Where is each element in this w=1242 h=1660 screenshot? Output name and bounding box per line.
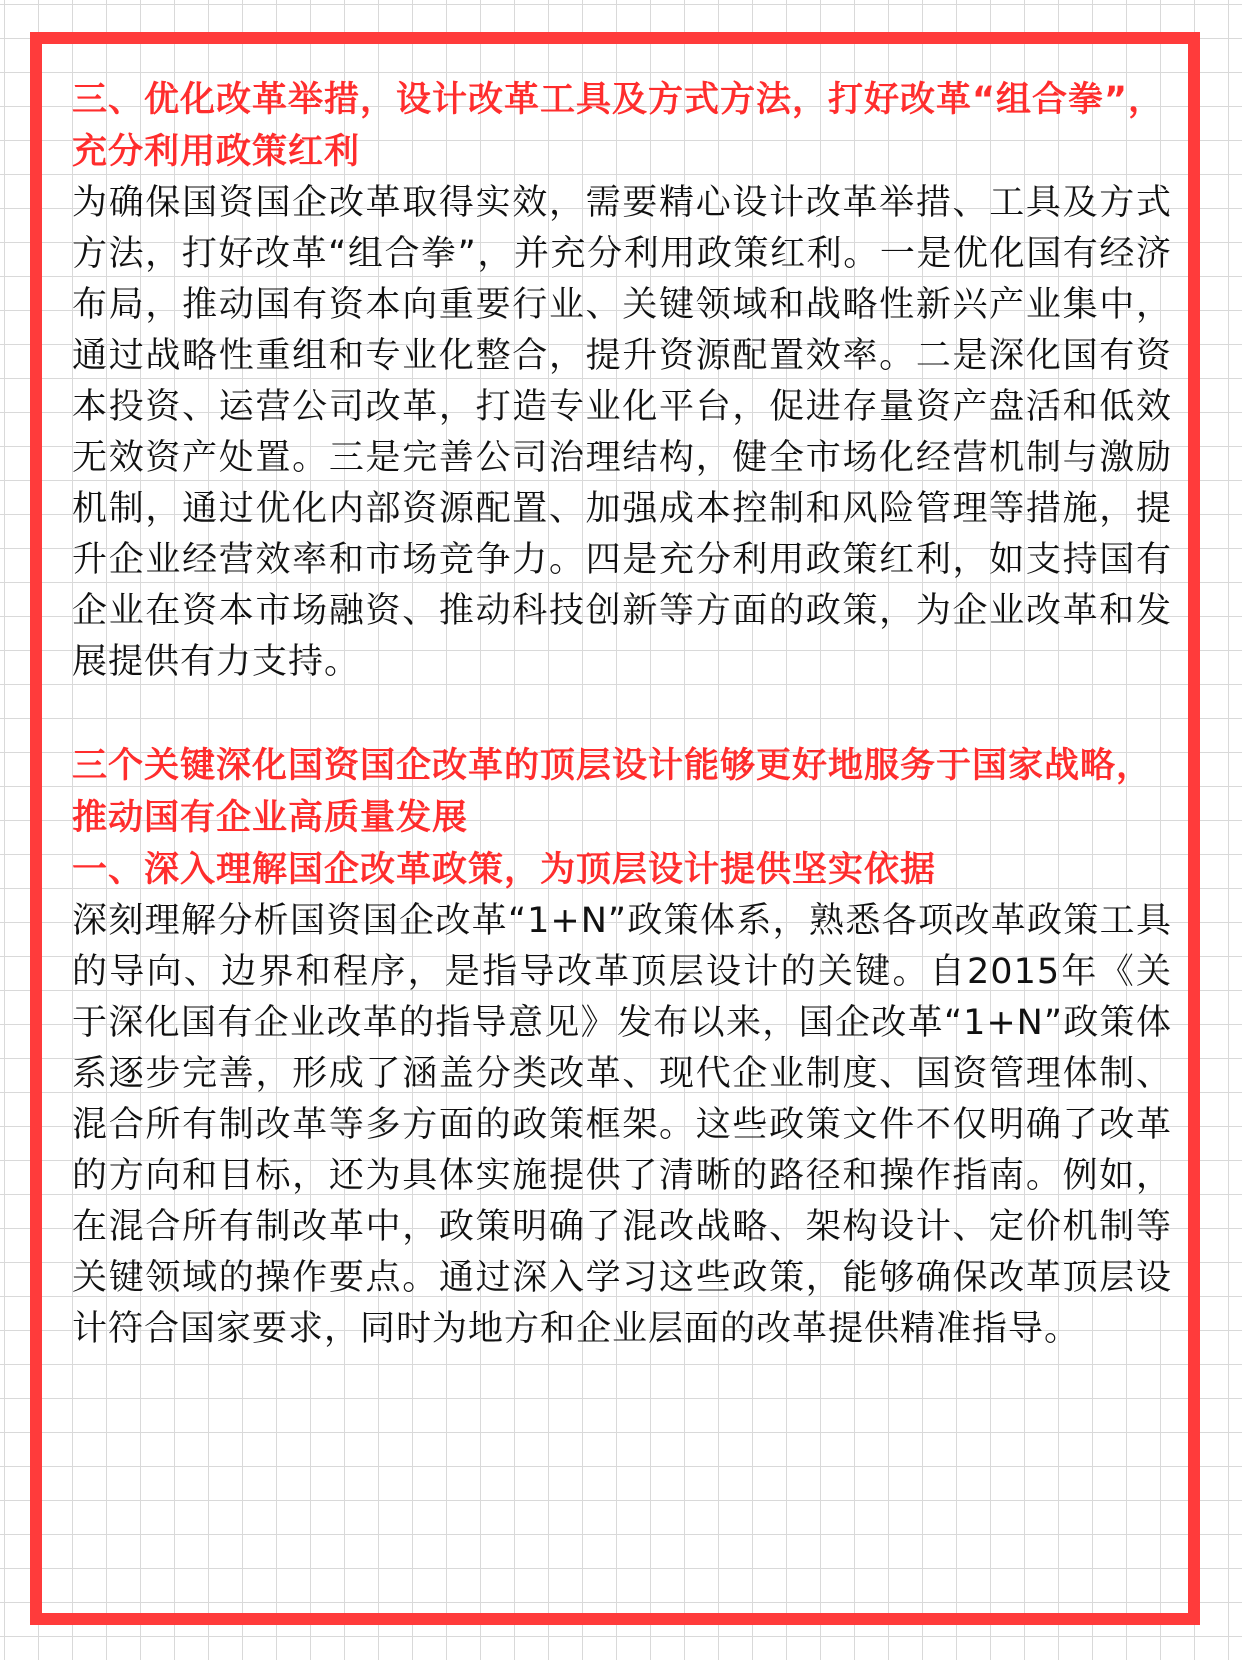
section-spacer [72, 688, 1172, 740]
section2-heading: 三个关键深化国资国企改革的顶层设计能够更好地服务于国家战略，推动国有企业高质量发展 [72, 746, 1153, 838]
document-content [72, 74, 1172, 1355]
section2-subheading: 一、深入理解国企改革政策，为顶层设计提供坚实依据 [72, 850, 937, 890]
section2-body: 深刻理解分析国资国企改革“1+N”政策体系，熟悉各项改革政策工具的导向、边界和程序，是指导改革顶层设计的关键。自2015年《关于深化国有企业改革的指导意见》发布以来，国企改革“1+N”政策体系逐步完善，形成了涵盖分类改革、现代企业制度、国资管理体制、混合所有制改革等多方面的政策框架。这些政策文件不仅明确了改革的方向和目标，还为具体实施提供了清晰的路径和操作指南。例如，在混合所有制改革中，政策明确了混改战略、架构设计、定价机制等关键领域的操作要点。通过深入学习这些政策，能够确保改革顶层设计符合国家要求，同时为地方和企业层面的改革提供精准指导。 [72, 901, 1172, 1349]
section1-body: 为确保国资国企改革取得实效，需要精心设计改革举措、工具及方式方法，打好改革“组合拳”，并充分利用政策红利。一是优化国有经济布局，推动国有资本向重要行业、关键领域和战略性新兴产业集中，通过战略性重组和专业化整合，提升资源配置效率。二是深化国有资本投资、运营公司改革，打造专业化平台，促进存量资产盘活和低效无效资产处置。三是完善公司治理结构，健全市场化经营机制与激励机制，通过优化内部资源配置、加强成本控制和风险管理等措施，提升企业经营效率和市场竞争力。四是充分利用政策红利，如支持国有企业在资本市场融资、推动科技创新等方面的政策，为企业改革和发展提供有力支持。 [72, 183, 1172, 682]
section1-heading: 三、优化改革举措，设计改革工具及方式方法，打好改革“组合拳”，充分利用政策红利 [72, 80, 1165, 172]
